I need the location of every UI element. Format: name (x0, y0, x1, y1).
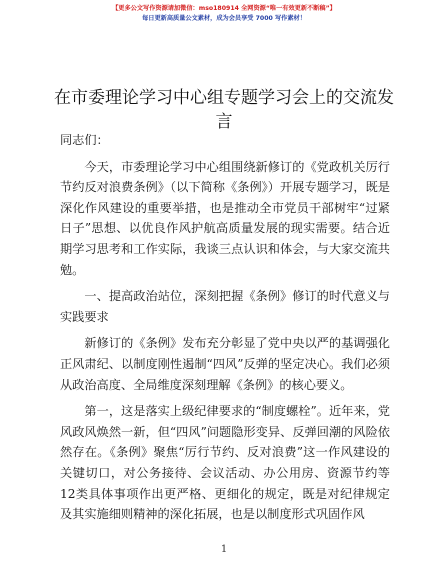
greeting: 同志们： (60, 133, 109, 147)
promo-banner (0, 4, 448, 24)
document-body (60, 130, 390, 525)
document-title: 在市委理论学习中心组专题学习会上的交流发言 (54, 88, 394, 132)
paragraph-overview: 新修订的《条例》发布充分彰显了党中央以严的基调强化正风肃纪、以制度刚性遏制“四风”反弹的坚定决心。我们必须从政治高度、全局维度深刻理解《条例》的核心要义。 (60, 336, 390, 392)
section-heading: 一、提高政治站位，深刻把握《条例》修订的时代意义与实践要求 (60, 289, 390, 324)
paragraph-point-one: 第一，这是落实上级纪律要求的“制度螺栓”。近年来，党风政风焕然一新，但“四风”问题隐形变异、反弹回潮的风险依然存在。《条例》聚焦“厉行节约、反对浪费”这一作风建设的关键切口，对公务接待、会议活动、办公用房、资源节约等12类具体事项作出更严格、更细化的规定，既是对纪律规定及其实施细则精神的深化拓展，也是以制度形式巩固作风 (60, 404, 390, 522)
promo-line-2: 每日更新高质量公文素材，成为会员享受 7000 写作素材！ (142, 15, 306, 22)
page-number: 1 (220, 544, 228, 555)
promo-line-1: 【更多公文写作资源请加微信：mso180914 全网资源“唯一有效更新不断稿”】 (112, 5, 336, 12)
paragraph-intro: 今天，市委理论学习中心组围绕新修订的《党政机关厉行节约反对浪费条例》（以下简称《条例》）开展专题学习，既是深化作风建设的重要举措，也是推动全市党员干部树牢“过紧日子”思想、以优良作风护航高质量发展的现实需要。结合近期学习思考和工作实际，我谈三点认识和体会，与大家交流共勉。 (60, 159, 390, 277)
